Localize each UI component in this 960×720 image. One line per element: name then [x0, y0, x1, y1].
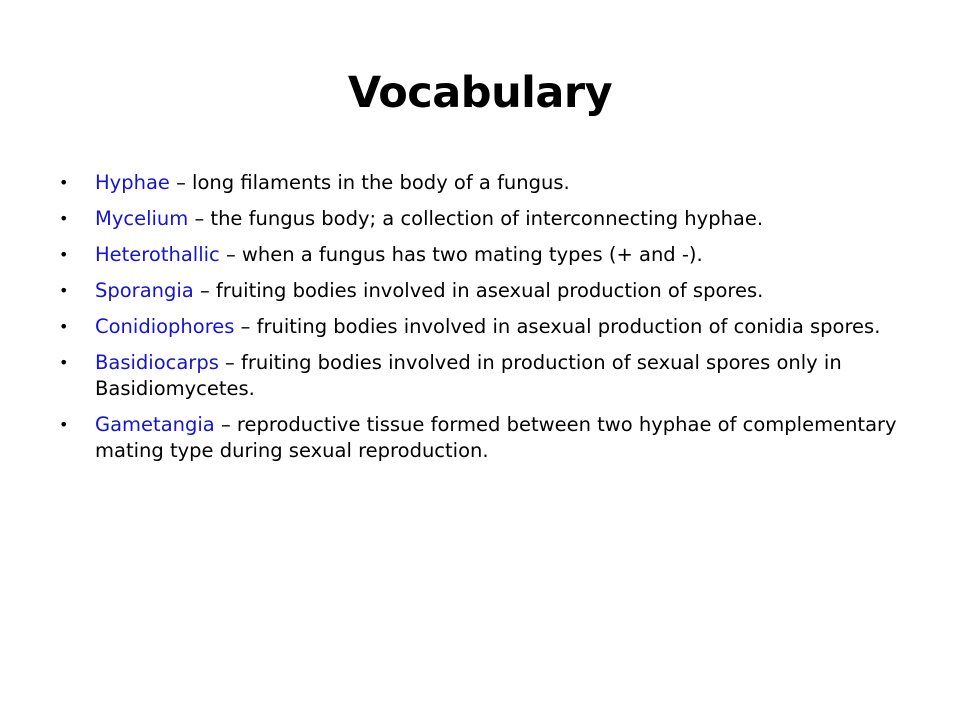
definition: – long filaments in the body of a fungus.: [169, 171, 570, 194]
definition: – fruiting bodies involved in asexual production of conidia spores.: [234, 315, 881, 338]
term: Sporangia: [95, 279, 194, 302]
term: Mycelium: [95, 207, 189, 230]
term: Conidiophores: [95, 315, 235, 338]
list-item: [58, 314, 898, 340]
bullet-icon: •: [59, 415, 69, 434]
definition: – fruiting bodies involved in production of sexual spores only in Basidiomycetes.: [95, 351, 842, 400]
bullet-icon: •: [59, 353, 69, 372]
definition: – reproductive tissue formed between two hyphae of complementary mating type during sexual reproduction.: [95, 413, 897, 462]
bullet-icon: •: [59, 245, 69, 264]
list-item: [58, 170, 898, 196]
definition: – fruiting bodies involved in asexual production of spores.: [193, 279, 764, 302]
list-item: [58, 242, 898, 268]
bullet-icon: •: [59, 173, 69, 192]
vocabulary-list: [58, 170, 898, 474]
list-item: [58, 350, 898, 402]
term: Basidiocarps: [95, 351, 219, 374]
bullet-icon: •: [59, 209, 69, 228]
term: Hyphae: [95, 171, 170, 194]
list-item: [58, 278, 898, 304]
term: Heterothallic: [95, 243, 220, 266]
list-item: [58, 206, 898, 232]
definition: – the fungus body; a collection of interconnecting hyphae.: [188, 207, 764, 230]
list-item: [58, 412, 898, 464]
definition: – when a fungus has two mating types (+ and -).: [219, 243, 703, 266]
term: Gametangia: [95, 413, 215, 436]
bullet-icon: •: [59, 281, 69, 300]
slide-title: Vocabulary: [347, 68, 613, 118]
bullet-icon: •: [59, 317, 69, 336]
